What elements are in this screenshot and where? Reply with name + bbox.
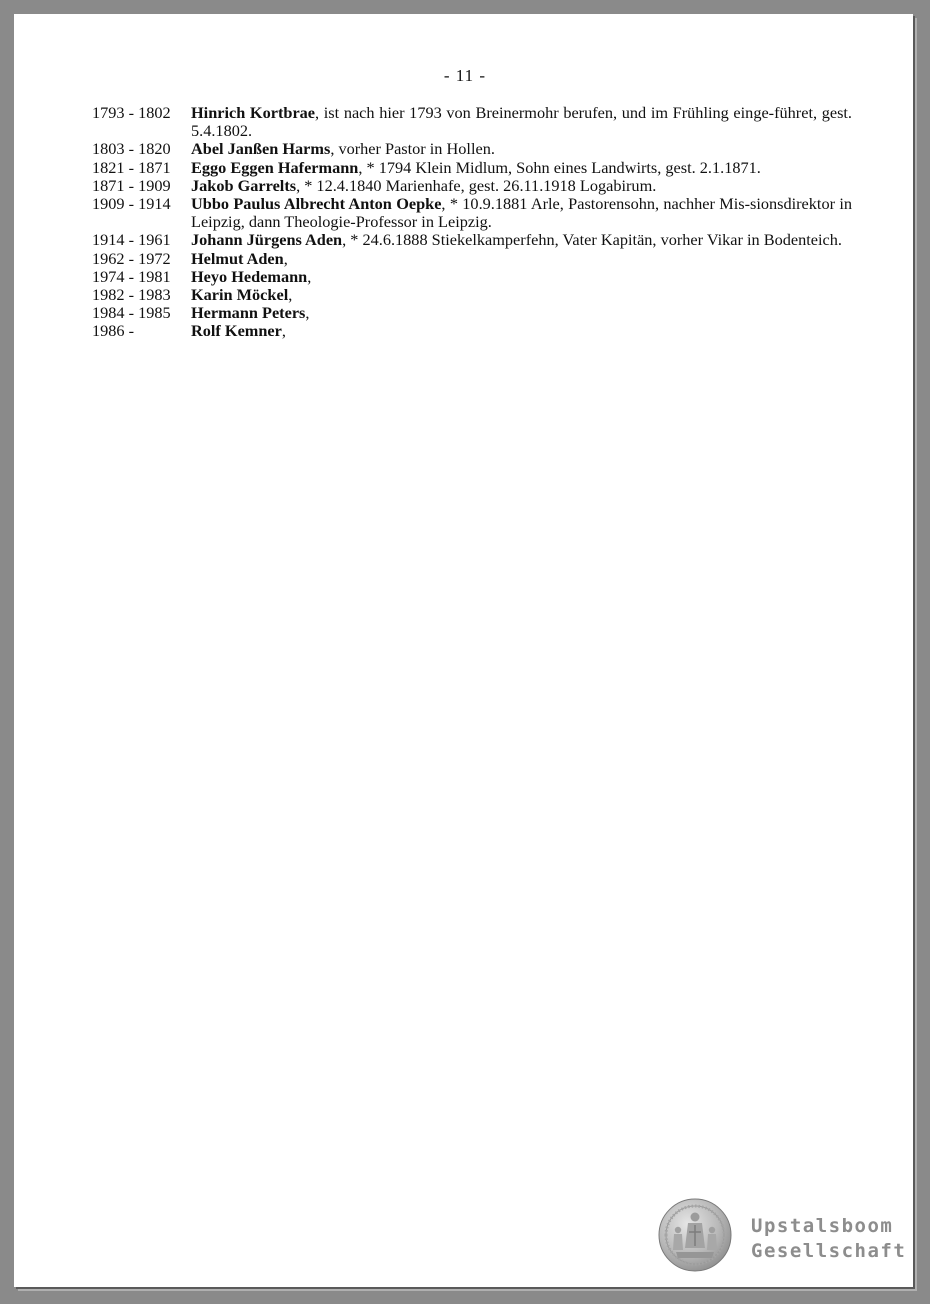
pastor-list (92, 104, 852, 341)
list-item (92, 159, 852, 177)
entry-details: , (288, 285, 293, 305)
entry-details: , * 12.4.1840 Marienhafe, gest. 26.11.1918 Logabirum. (296, 175, 657, 195)
entry-details: , ist nach hier 1793 von Breinermohr berufen, und im Frühling einge-führet, gest. 5.4.1802. (191, 103, 853, 141)
entry-details: , vorher Pastor in Hollen. (330, 139, 495, 159)
entry-details: , (283, 248, 288, 268)
entry-years: 1871 - 1909 (92, 175, 171, 195)
entry-name: Hermann Peters (191, 303, 306, 323)
logo-line-2: Gesellschaft (751, 1240, 907, 1262)
entry-years: 1909 - 1914 (92, 194, 171, 214)
list-item (92, 250, 852, 268)
seal-icon (658, 1198, 732, 1272)
entry-years: 1986 - (92, 321, 135, 341)
entry-details: , * 1794 Klein Midlum, Sohn eines Landwirts, gest. 2.1.1871. (358, 157, 761, 177)
entry-name: Johann Jürgens Aden (191, 230, 343, 250)
entry-details: , * 24.6.1888 Stiekelkamperfehn, Vater Kapitän, vorher Vikar in Bodenteich. (342, 230, 842, 250)
entry-years: 1821 - 1871 (92, 157, 171, 177)
entry-years: 1982 - 1983 (92, 285, 171, 305)
list-item (92, 231, 852, 249)
entry-details: , (281, 321, 286, 341)
entry-years: 1962 - 1972 (92, 248, 171, 268)
entry-name: Rolf Kemner (191, 321, 282, 341)
entry-name: Eggo Eggen Hafermann (191, 157, 359, 177)
list-item (92, 286, 852, 304)
entry-details: , (307, 266, 312, 286)
list-item (92, 268, 852, 286)
entry-years: 1793 - 1802 (92, 103, 171, 122)
entry-name: Heyo Hedemann (191, 266, 308, 286)
list-item (92, 195, 852, 231)
entry-name: Abel Janßen Harms (191, 139, 331, 159)
list-item (92, 177, 852, 195)
entry-years: 1984 - 1985 (92, 303, 171, 323)
entry-years: 1974 - 1981 (92, 266, 171, 286)
page-number: - 11 - (443, 66, 487, 85)
logo-line-1: Upstalsboom (751, 1215, 894, 1237)
list-item (92, 104, 852, 140)
list-item (92, 322, 852, 340)
entry-name: Hinrich Kortbrae (191, 103, 316, 122)
entry-name: Jakob Garrelts (191, 175, 297, 195)
entry-name: Helmut Aden (191, 248, 284, 268)
entry-years: 1914 - 1961 (92, 230, 171, 250)
list-item (92, 140, 852, 158)
entry-details: , (305, 303, 310, 323)
entry-details: , * 10.9.1881 Arle, Pastorensohn, nachher Mis-sionsdirektor in Leipzig, dann Theologie-Professor in Leipzig. (191, 194, 852, 232)
entry-name: Karin Möckel (191, 285, 289, 305)
list-item (92, 304, 852, 322)
society-logo (658, 1198, 908, 1272)
entry-name: Ubbo Paulus Albrecht Anton Oepke (191, 194, 442, 214)
entry-years: 1803 - 1820 (92, 139, 171, 159)
